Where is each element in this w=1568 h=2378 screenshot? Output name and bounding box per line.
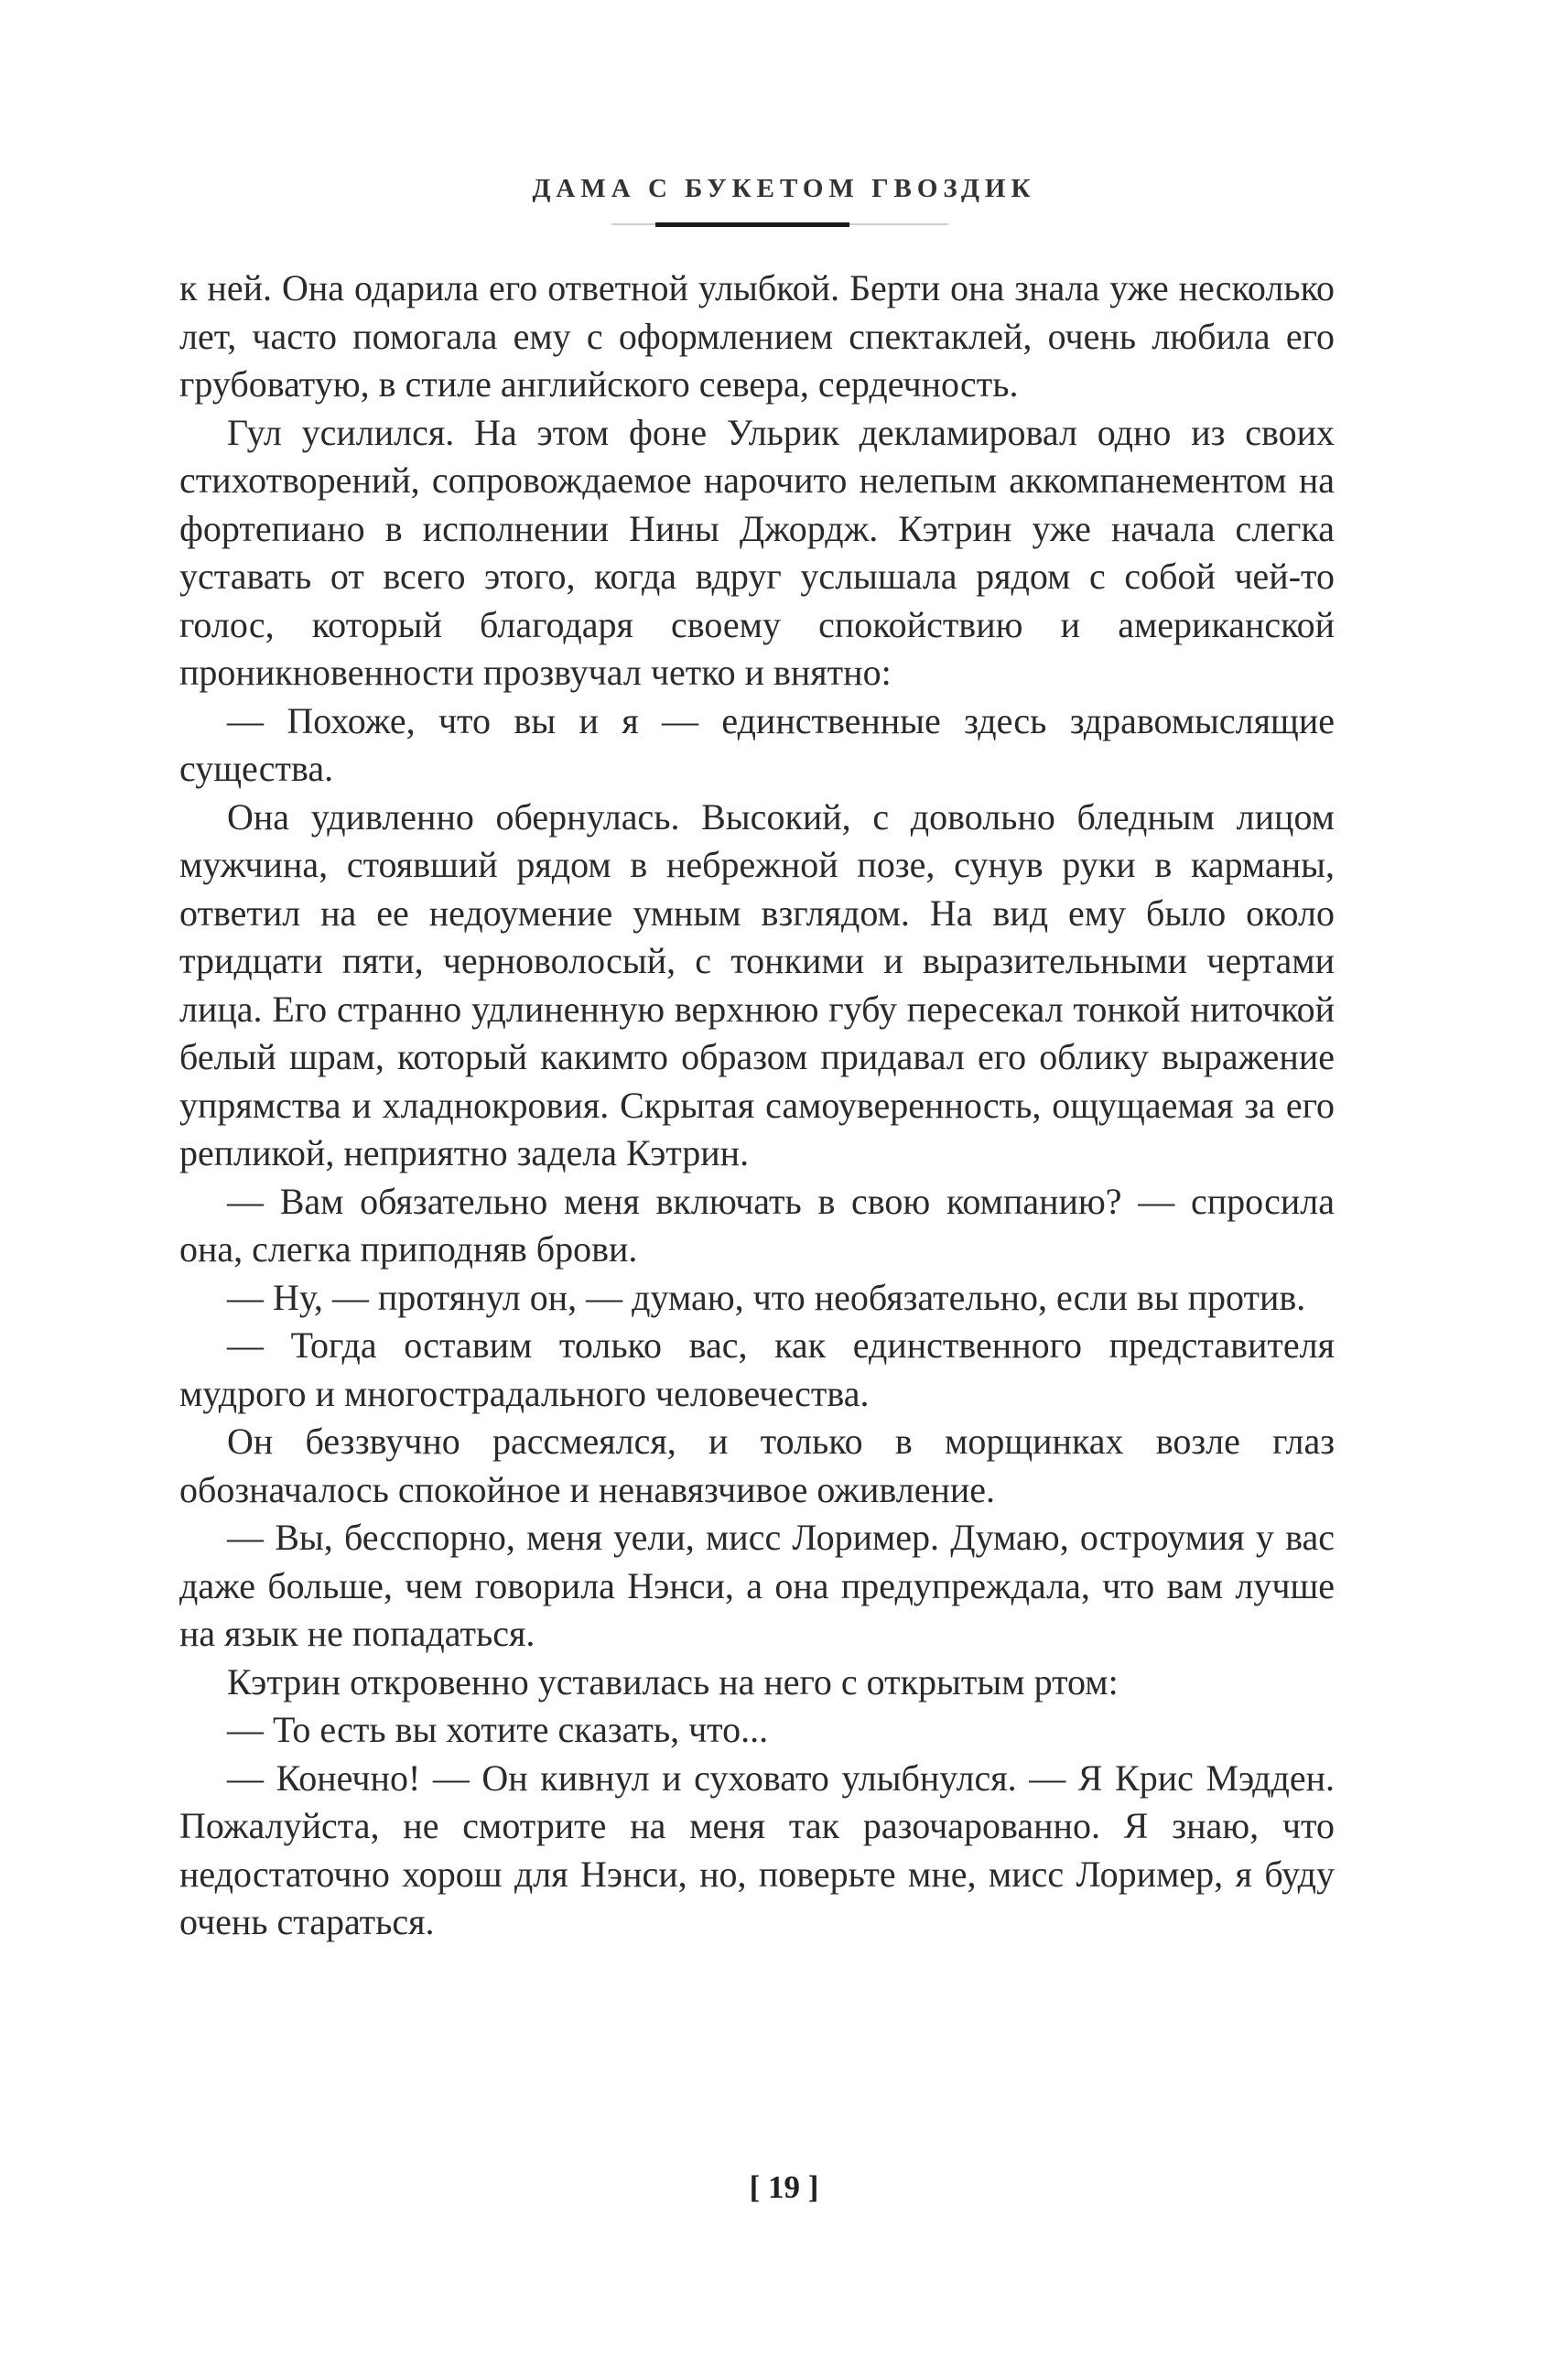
paragraph: — Ну, — протянул он, — думаю, что необязательно, если вы против. — [227, 1276, 1306, 1318]
paragraph: — Похоже, что вы и я — единственные здесь здравомыслящие существа. — [179, 699, 1335, 789]
paragraph: Она удивленно обернулась. Высокий, с довольно бледным лицом мужчина, стоявший рядом в небрежной позе, сунув руки в карманы, ответил на ее недоумение умным взглядом. На вид ему было около тридцати пяти, черноволосый, с тонкими и выразительными чертами лица. Его странно удлиненную верхнюю губу пересекал тонкой ниточкой белый шрам, который какимто образом придавал его облику выражение упрямства и хладнокровия. Скрытая самоуверенность, ощущаемая за его репликой, неприятно задела Кэтрин. — [179, 795, 1335, 1173]
body-text — [179, 265, 1335, 1947]
paragraph: Кэтрин откровенно уставилась на него с открытым ртом: — [227, 1660, 1119, 1702]
running-head: ДАМА С БУКЕТОМ ГВОЗДИК — [532, 174, 1036, 203]
paragraph: — Конечно! — Он кивнул и суховато улыбнулся. — Я Крис Мэдден. Пожалуйста, не смотрите на меня так разочарованно. Я знаю, что недостаточно хорош для Нэнси, но, поверьте мне, мисс Лоример, я буду очень стараться. — [179, 1756, 1335, 1942]
page-number: [ 19 ] — [749, 2169, 819, 2205]
paragraph: Он беззвучно рассмеялся, и только в морщинках возле глаз обозначалось спокойное и ненавязчивое оживление. — [179, 1421, 1335, 1510]
paragraph: к ней. Она одарила его ответной улыбкой. Берти она знала уже несколько лет, часто помогала ему с оформлением спектаклей, очень любила его грубоватую, в стиле английского севера, сердечность. — [179, 267, 1335, 405]
running-head-rule-accent — [655, 222, 849, 227]
paragraph: — То есть вы хотите сказать, что... — [227, 1709, 769, 1750]
paragraph: — Вам обязательно меня включать в свою компанию? — спросила она, слегка приподняв брови. — [179, 1180, 1335, 1270]
paragraph: Гул усилился. На этом фоне Ульрик декламировал одно из своих стихотворений, сопровождаемое нарочито нелепым аккомпанементом на фортепиано в исполнении Нины Джордж. Кэтрин уже начала слегка уставать от всего этого, когда вдруг услышала рядом с собой чей-то голос, который благодаря своему спокойствию и американской проникновенности прозвучал четко и внятно: — [179, 411, 1335, 693]
paragraph: — Тогда оставим только вас, как единственного представителя мудрого и многострадального человечества. — [179, 1324, 1335, 1414]
paragraph: — Вы, бесспорно, меня уели, мисс Лоример. Думаю, остроумия у вас даже больше, чем говорила Нэнси, а она предупреждала, что вам лучше на язык не попадаться. — [179, 1517, 1335, 1654]
